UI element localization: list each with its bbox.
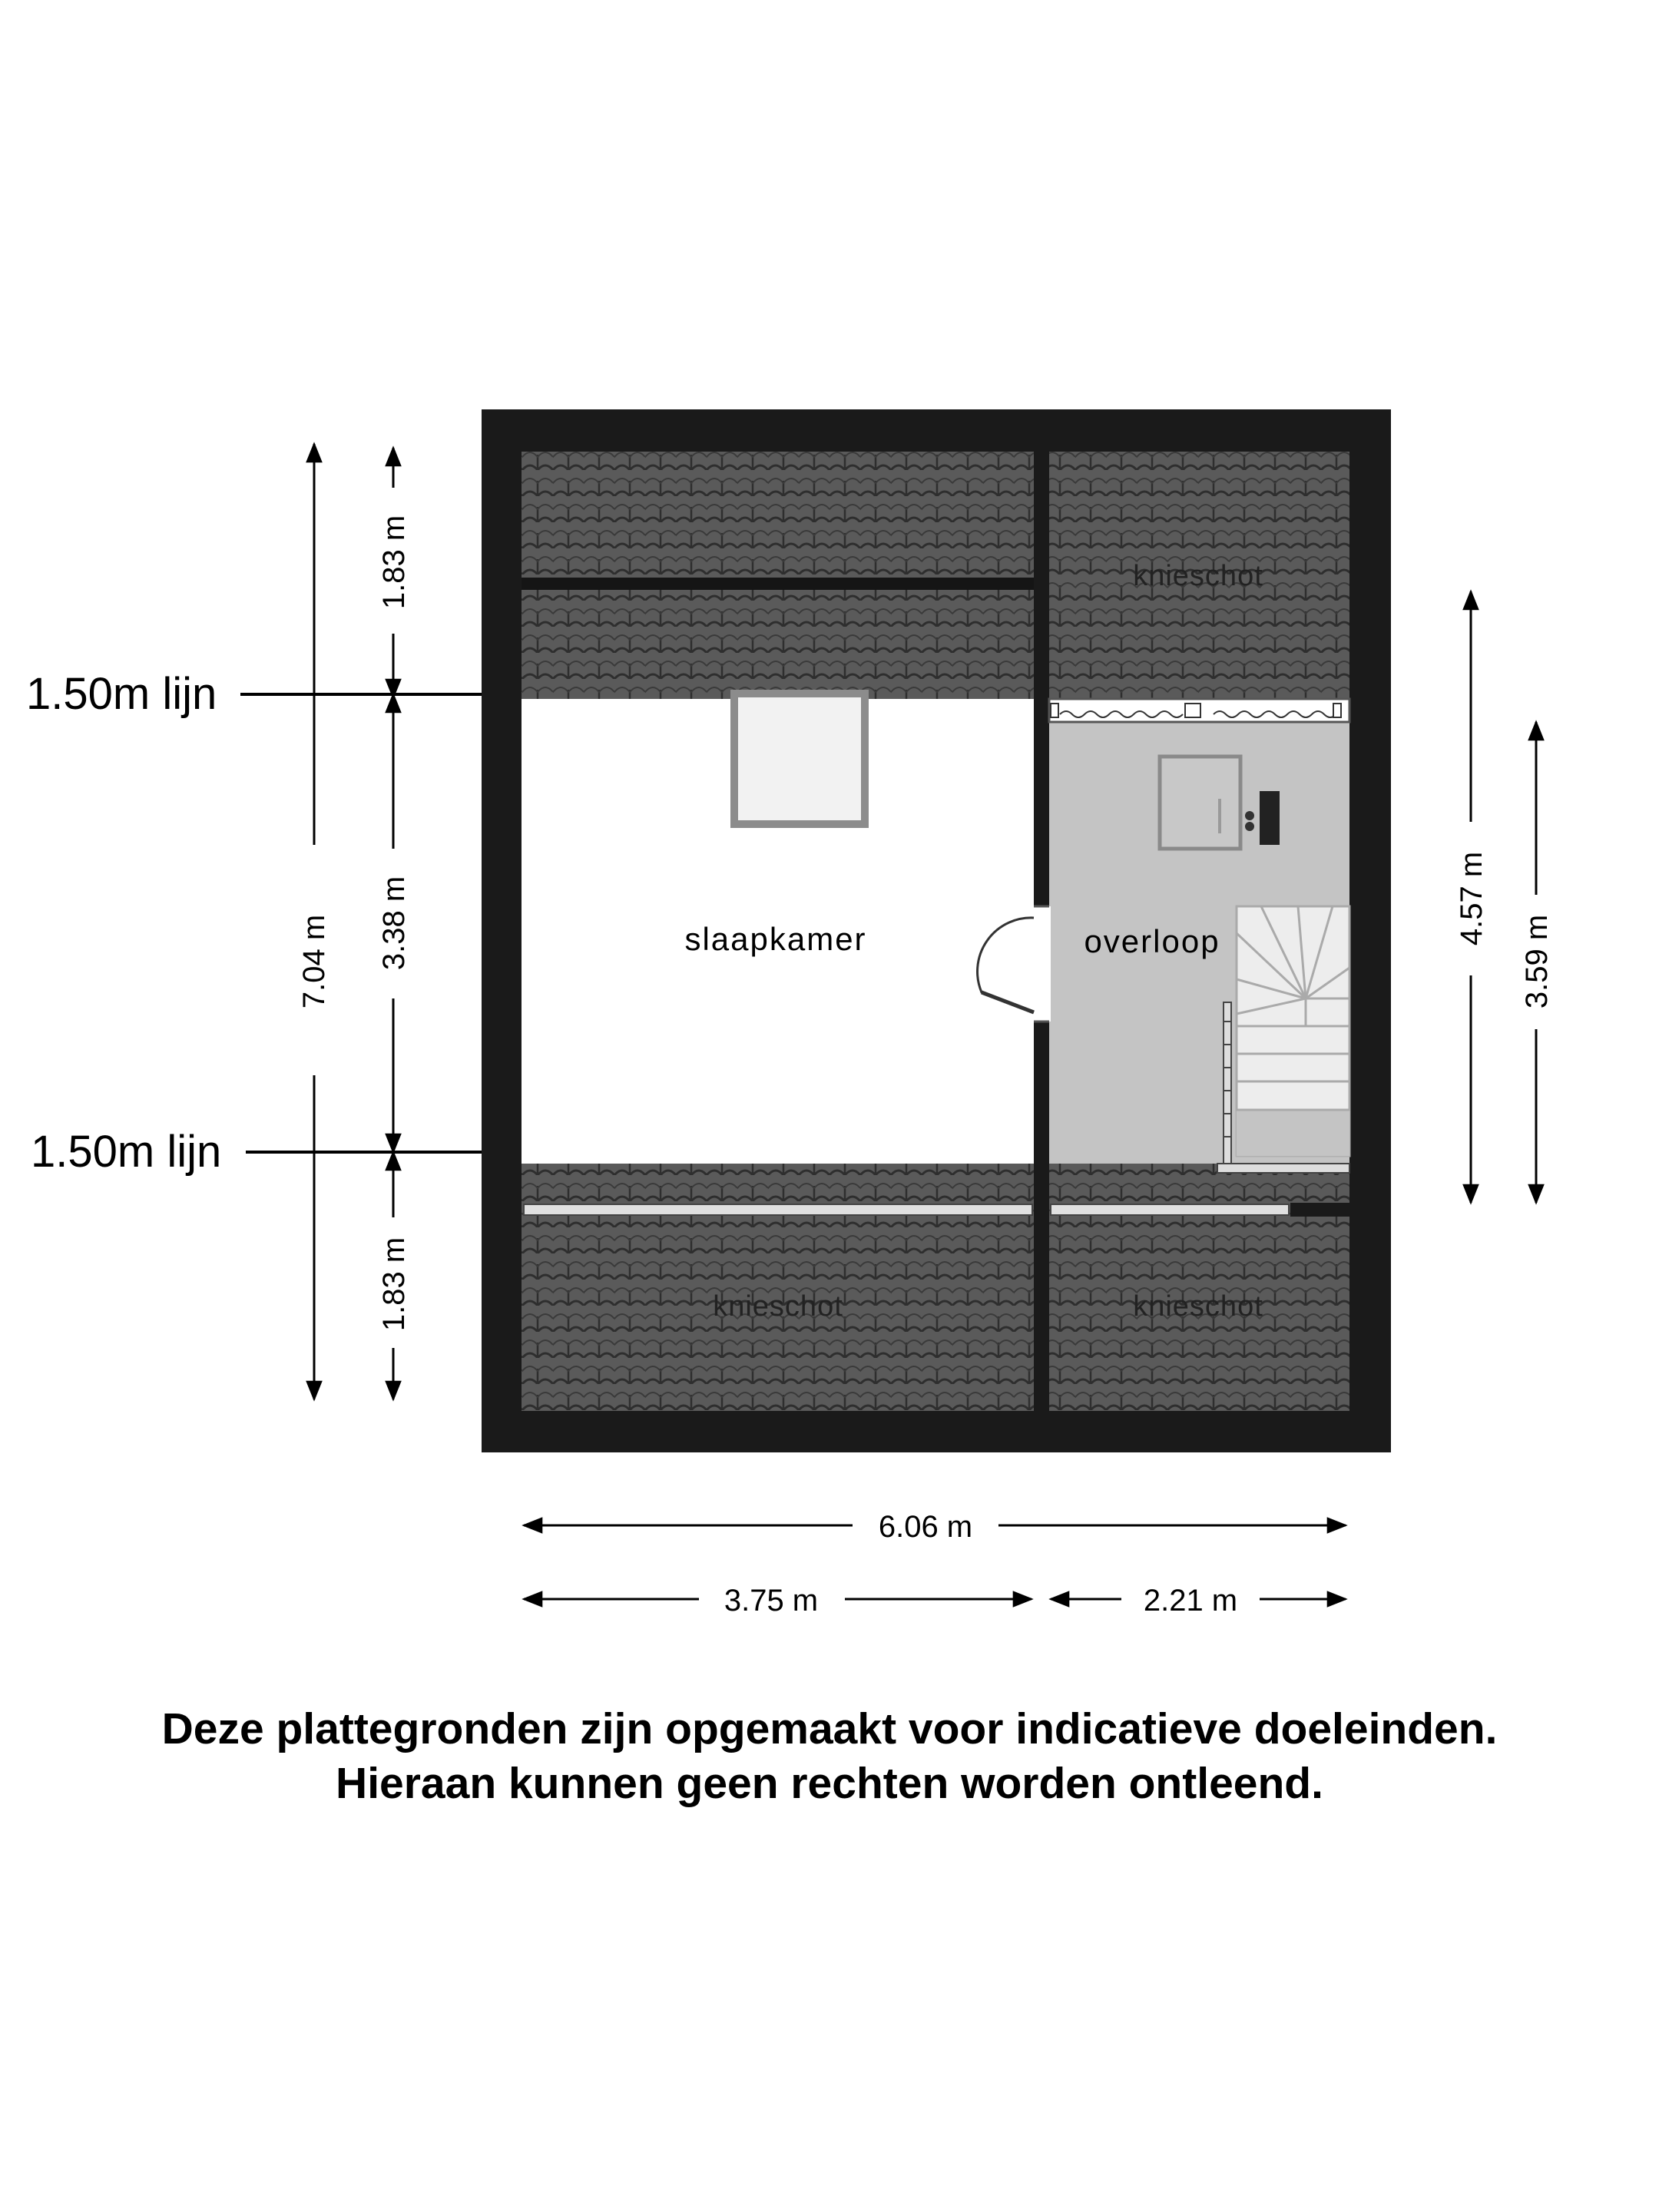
bottom-window-strip-left bbox=[524, 1204, 1032, 1215]
room-label-knee-wall-top: knieschot bbox=[1133, 560, 1263, 592]
height-line-label-top: 1.50m lijn bbox=[26, 669, 217, 719]
boiler-unit bbox=[1260, 791, 1280, 845]
disclaimer-line-1: Deze plattegronden zijn opgemaakt voor indicatieve doeleinden. bbox=[161, 1704, 1498, 1753]
staircase bbox=[1237, 906, 1349, 1156]
dim-label-right-outer: 4.57 m bbox=[1455, 851, 1488, 946]
utility-cabinet bbox=[1160, 757, 1240, 849]
room-label-landing: overloop bbox=[1084, 923, 1220, 959]
dim-label-total-height: 7.04 m bbox=[297, 914, 331, 1009]
dim-label-right-width: 2.21 m bbox=[1143, 1584, 1238, 1618]
room-label-knee-wall-bottom-right: knieschot bbox=[1133, 1290, 1263, 1323]
room-label-bedroom: slaapkamer bbox=[684, 921, 867, 957]
height-line-label-bottom: 1.50m lijn bbox=[31, 1127, 222, 1177]
purlin-top-left bbox=[522, 578, 1034, 590]
roof-tiles-bottom-left bbox=[522, 1164, 1034, 1411]
room-label-knee-wall-bottom-left: knieschot bbox=[713, 1290, 843, 1323]
dim-label-right-inner: 3.59 m bbox=[1520, 914, 1554, 1009]
dim-label-top-section: 1.83 m bbox=[377, 515, 411, 610]
dim-label-middle-section: 3.38 m bbox=[377, 876, 411, 971]
roof-tiles-bottom-right bbox=[1049, 1164, 1349, 1411]
dim-label-left-width: 3.75 m bbox=[724, 1584, 819, 1618]
bottom-window-strip-right bbox=[1051, 1204, 1289, 1215]
disclaimer-line-2: Hieraan kunnen geen rechten worden ontleend. bbox=[336, 1759, 1323, 1808]
skylight bbox=[734, 694, 865, 824]
door-opening bbox=[1032, 906, 1051, 1022]
dim-label-bottom-section: 1.83 m bbox=[377, 1237, 411, 1332]
roof-tiles-top-left bbox=[522, 452, 1034, 699]
dim-label-total-width: 6.06 m bbox=[878, 1510, 973, 1544]
